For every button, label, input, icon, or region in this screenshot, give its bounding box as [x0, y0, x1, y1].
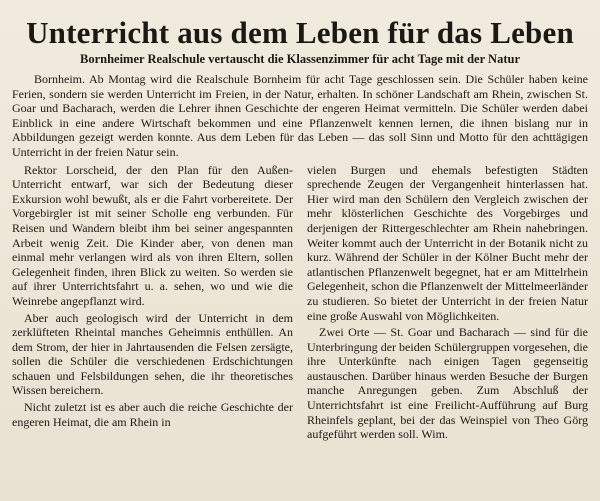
right-column: [307, 163, 588, 444]
lead-paragraph: Bornheim. Ab Montag wird die Realschule Bornheim für acht Tage geschlossen sein. Die Schüler haben keine Ferien, sondern sie werden Unterricht im Freien, in der Natur, erhalten. In schöner Landschaft am Rhein, zwischen St. Goar und Bacharach, werden die Lehrer ihnen Geschichte der engeren Heimat vermitteln. Die Schüler werden dabei Einblick in eine andere Wirtschaft bekommen und eine Pflanzenwelt kennen lernen, die ihnen bislang nur in Abbildungen gezeigt werden konnte. Aus dem Leben für das Leben — das soll Sinn und Motto für den achttägigen Unterricht in der freien Natur sein.: [12, 72, 588, 159]
left-column: [12, 163, 293, 444]
right-paragraph-2: Zwei Orte — St. Goar und Bacharach — sind für die Unterbringung der beiden Schülergruppen vorgesehen, die ihre Unterkünfte nach einigen Tagen gegenseitig austauschen. Darüber hinaus werden Besuche der Burgen manche Anregungen geben. Zum Abschluß der Unterrichtsfahrt ist eine Freilicht-Aufführung auf Burg Rheinfels geplant, bei der das Weinspiel von Theo Görg aufgeführt werden soll. Wim.: [307, 325, 588, 442]
right-paragraph-1: vielen Burgen und ehemals befestigten Städten sprechende Zeugen der Vergangenheit hinterlassen hat. Hier wird man den Schülern den Vergleich zwischen der mehr klösterlichen Geschichte des Vorgebirges und derjenigen der Rittergeschlechter am Rhein nahebringen. Weiter kommt auch der Unterricht in der Botanik nicht zu kurz. Während der Schüler in der Kölner Bucht mehr der atlantischen Pflanzenwelt begegnet, hat er am Mittelrhein Gelegenheit, schon die Pflanzenwelt der Mittelmeerländer zu studieren. So bietet der Unterricht in der freien Natur eine große Auswahl von Möglichkeiten.: [307, 162, 588, 323]
left-paragraph-2: Aber auch geologisch wird der Unterricht in dem zerklüfteten Rheintal manches Geheimnis enthüllen. An dem Strom, der hier in Jahrtausenden die Felsen zersägte, sollen die Schüler die verschiedenen Erdschichtungen schauen und Felsbildungen sehen, die ihr theoretisches Wissen bereichern.: [12, 310, 293, 398]
left-paragraph-3: Nicht zuletzt ist es aber auch die reiche Geschichte der engeren Heimat, die am Rhein in: [12, 400, 293, 429]
left-paragraph-1: Rektor Lorscheid, der den Plan für den Außen-Unterricht entwarf, war sich der Bedeutung dieser Exkursion wohl bewußt, als er die Fahrt vorbereitete. Der Vorgebirgler ist mit seiner Scholle eng verbunden. Für Reisen und Wandern bleibt ihm bei seiner angespannten Arbeit wenig Zeit. Die Kinder aber, von denen man einmal mehr verlangen wird als von ihren Eltern, sollen Gelegenheit finden, ihren Blick zu weiten. So werden sie auf ihrer Unterrichtsfahrt u. a. sehen, wo und wie die Weinrebe angepflanzt wird.: [12, 162, 293, 308]
subheadline: Bornheimer Realschule vertauscht die Klassenzimmer für acht Tage mit der Natur: [79, 52, 520, 66]
article-columns: [12, 163, 588, 444]
headline: Unterricht aus dem Leben für das Leben: [26, 15, 574, 50]
